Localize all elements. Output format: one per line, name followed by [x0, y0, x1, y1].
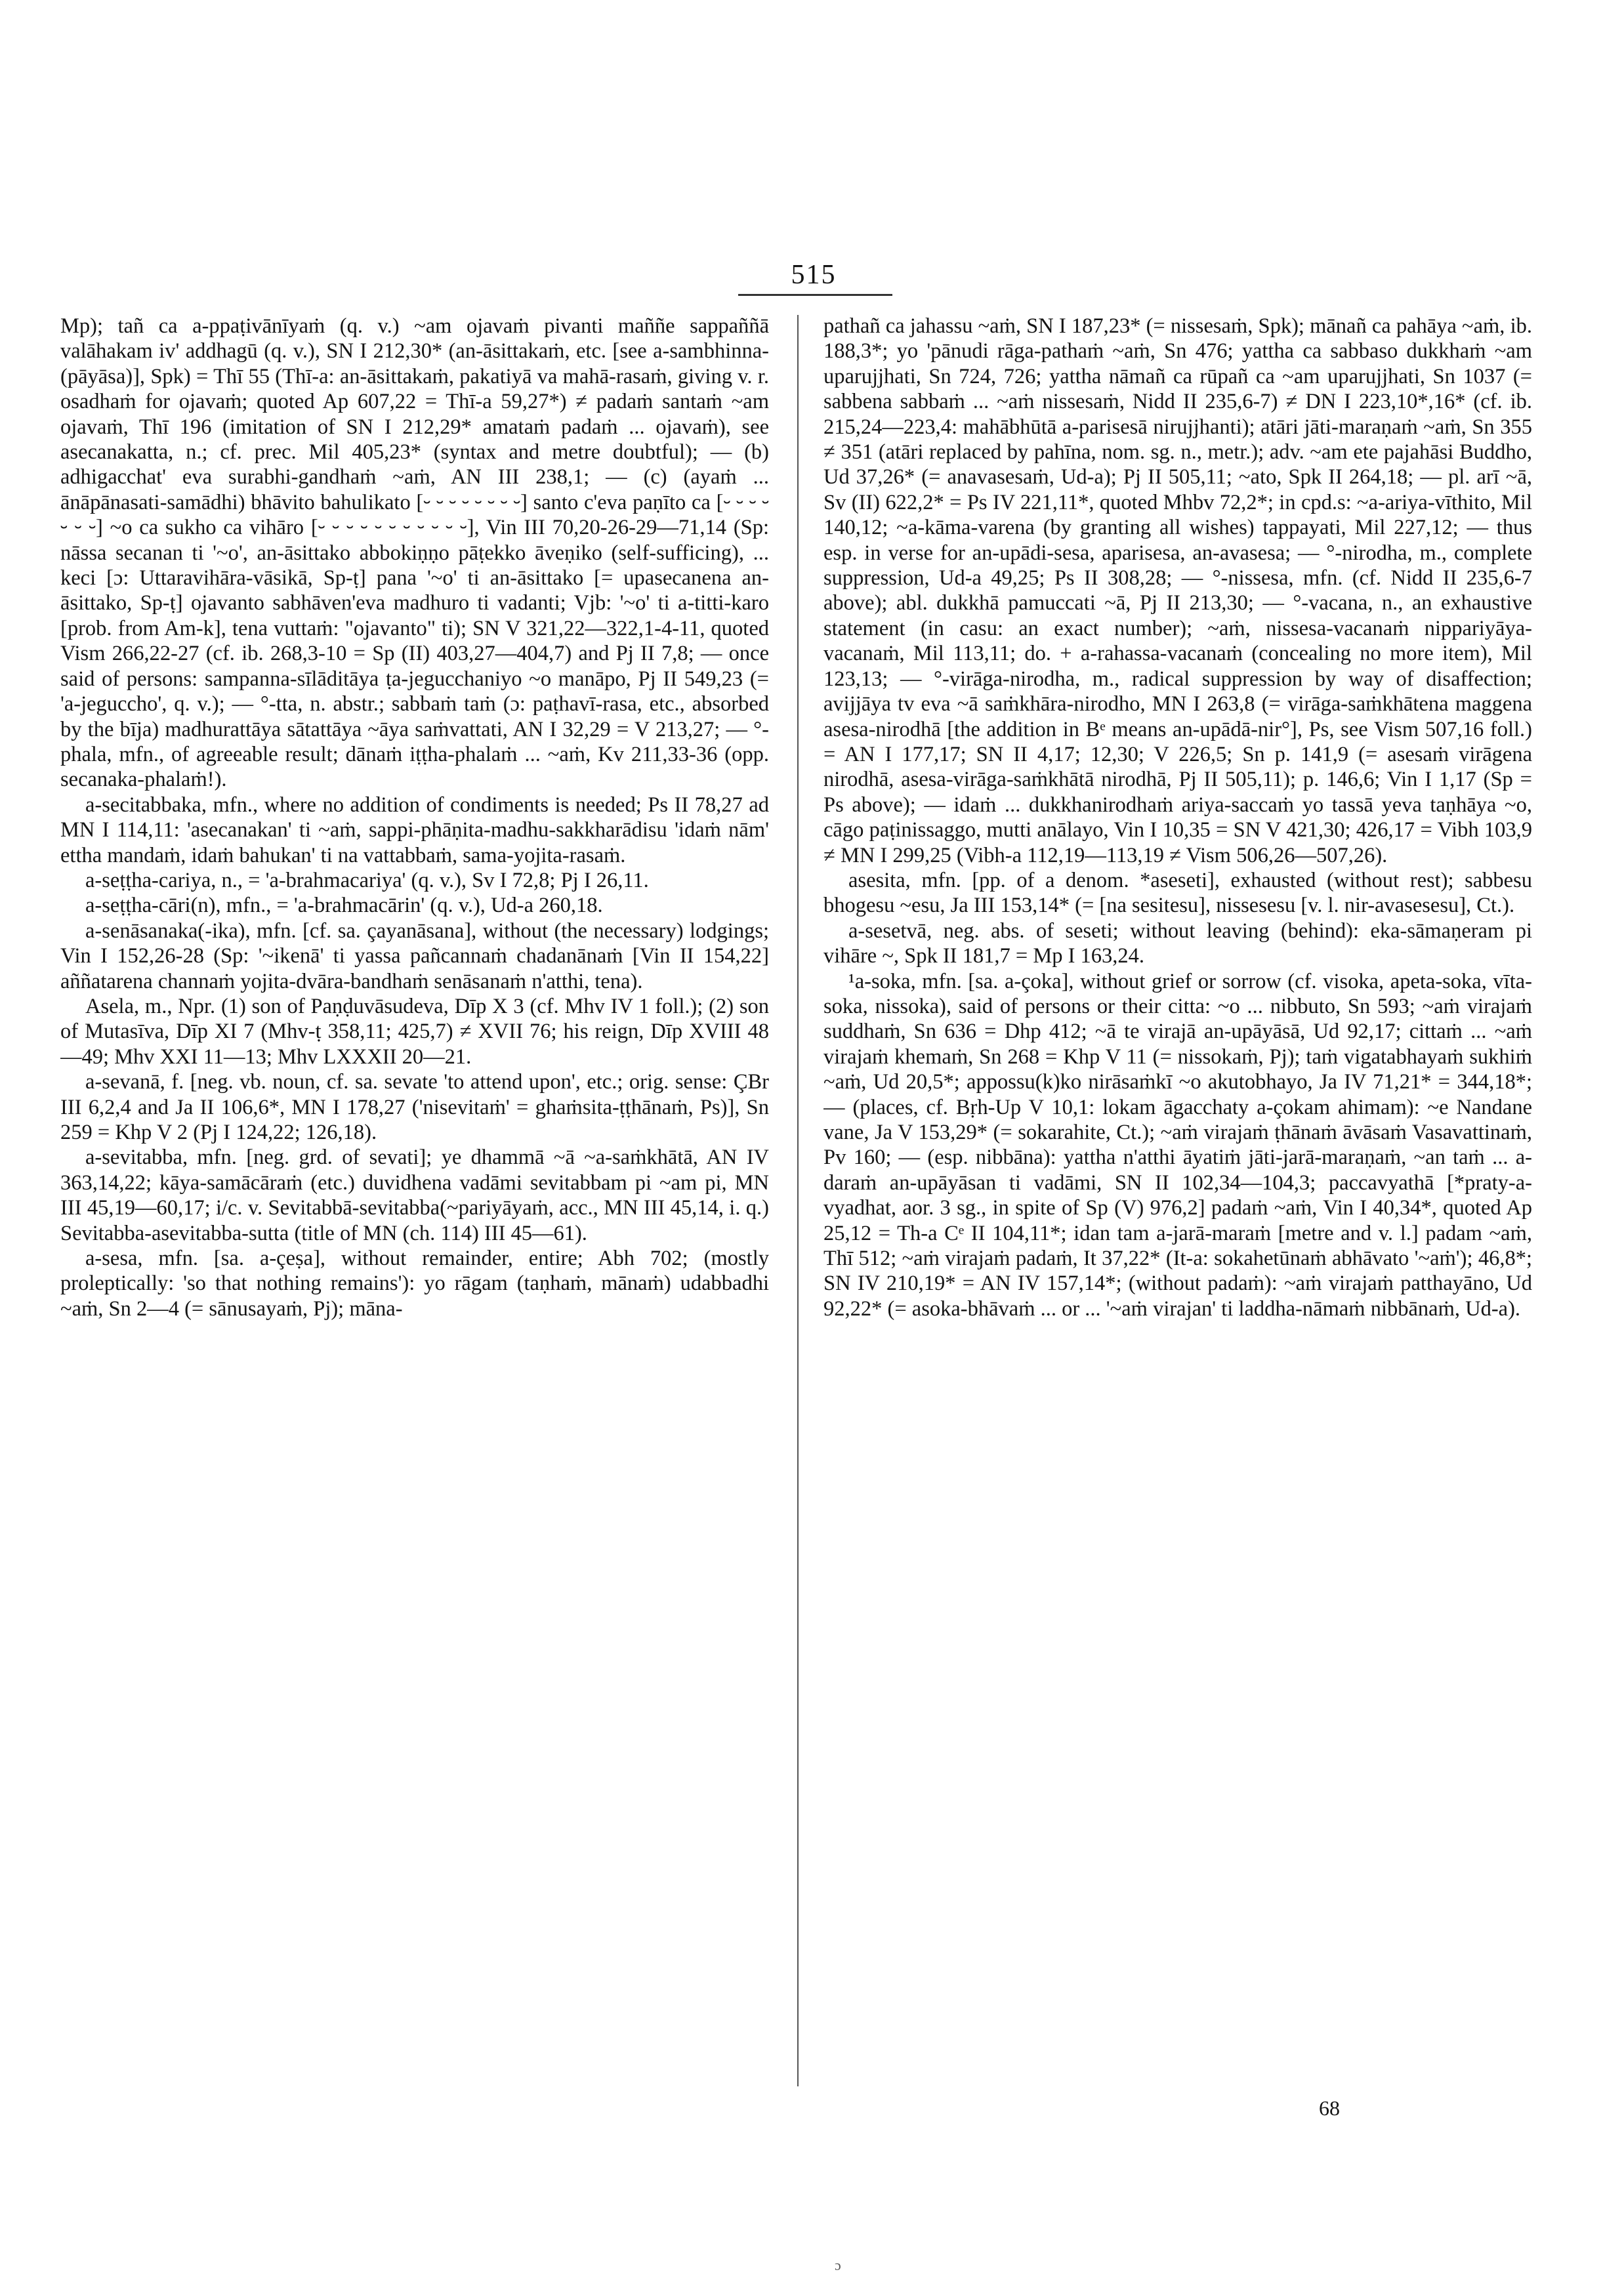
page-number: 515 [791, 260, 837, 290]
entry-a-settha-cariya: a-seṭṭha-cariya, n., = 'a-brahmacariya' (q. v.), Sv I 72,8; Pj I 26,11. [85, 868, 649, 892]
signature-mark: 68 [1319, 2096, 1340, 2120]
column-divider [797, 315, 799, 2086]
entry-a-sesa: a-sesa, mfn. [sa. a-çeṣa], without remainder, entire; Abh 702; (mostly proleptically: 'so that nothing remains'): yo rāgam (taṇhaṁ, mānaṁ) udabbadhi ~aṁ, Sn 2—4 (= sānusayaṁ, Pj); māna- [60, 1247, 769, 1321]
right-column [823, 314, 1532, 2111]
entry-a-sevana: a-sevanā, f. [neg. vb. noun, cf. sa. sevate 'to attend upon', etc.; orig. sense: ÇBr III 6,2,4 and Ja II 106,6*, MN I 178,27 ('nisevitaṁ' = ghaṁsita-ṭṭhānaṁ, Ps)], Sn 259 = Khp V 2 (Pj I 124,22; 126,18). [60, 1070, 769, 1144]
entry-a-sesetva: a-sesetvā, neg. abs. of seseti; without leaving (behind): eka-sāmaṇeram pi vihāre ~, Spk II 181,7 = Mp I 163,24. [823, 919, 1532, 968]
entry-asecanaka-continued: Mp); tañ ca a-ppaṭivānīyaṁ (q. v.) ~am ojavaṁ pivanti maññe sappaññā valāhakam iv' addhagū (q. v.), SN I 212,30* (an-āsittakaṁ, etc. [see a-sambhinna-(pāyāsa)], Spk) = Thī 55 (Thī-a: an-āsittakaṁ, pakatiyā va mahā-rasaṁ, giving v. r. osadhaṁ for ojavaṁ; quoted Ap 607,22 = Thī-a 59,27*) ≠ padaṁ santaṁ ~am ojavaṁ, Thī 196 (imitation of SN I 212,29* amataṁ padaṁ ... ojavaṁ), see asecanakatta, n.; cf. prec. Mil 405,23* (syntax and metre doubtful); — (b) adhigacchat' eva surabhi-gandhaṁ ~aṁ, AN III 238,1; — (c) (ayaṁ ... ānāpānasati-samādhi) bhāvito bahulikato [⏑ ⏑ ⏑ ⏑ ⏑ ⏑ ⏑ ⏑] santo c'eva paṇīto ca [⏑ ⏑ ⏑ ⏑ ⏑ ⏑ ⏑] ~o ca sukho ca vihāro [⏑ ⏑ ⏑ ⏑ ⏑ ⏑ ⏑ ⏑ ⏑ ⏑ ⏑], Vin III 70,20-26-29—71,14 (Sp: nāssa secanan ti '~o', an-āsittako abbokiṇṇo pāṭekko āveṇiko (self-sufficing), ... keci [ɔ: Uttaravihāra-vāsikā, Sp-ṭ] pana '~o' ti an-āsittako [= upasecanena an-āsittako, Sp-ṭ] ojavanto sabhāven'eva madhuro ti vadanti; Vjb: '~o' ti a-titti-karo [prob. from Am-k], tena vuttaṁ: "ojavanto" ti); SN V 321,22—322,1-4-11, quoted Vism 266,22-27 (cf. ib. 268,3-10 = Sp (II) 403,27—404,7) and Pj II 7,8; — once said of persons: sampanna-sīlāditāya ṭa-jegucchaniyo ~o manāpo, Pj II 549,23 (= 'a-jegucchо', q. v.); — °-tta, n. abstr.; sabbaṁ taṁ (ɔ: paṭhavī-rasa, etc., absorbed by the bīja) madhurattāya sātattāya ~āya saṁvattati, AN I 32,29 = V 213,27; — °-phala, mfn., of agreeable result; dānaṁ iṭṭha-phalaṁ ... ~aṁ, Kv 211,33-36 (opp. secanaka-phalaṁ!). [60, 314, 769, 792]
entry-a-secitabbaka: a-secitabbaka, mfn., where no addition of condiments is needed; Ps II 78,27 ad MN I 114,11: 'asecanakan' ti ~aṁ, sappi-phāṇita-madhu-sakkharādisu 'idaṁ nām' ettha mandaṁ, idaṁ bahukan' ti na vattabbaṁ, sama-yojita-rasaṁ. [60, 793, 769, 867]
entry-a-soka: ¹a-soka, mfn. [sa. a-çoka], without grief or sorrow (cf. visoka, apeta-soka, vīta-soka, nissoka), said of persons or their citta: ~o ... nibbuto, Sn 593; ~aṁ virajaṁ suddhaṁ, Sn 636 = Dhp 412; ~ā te virajā an-upāyāsā, Ud 92,17; cittaṁ ... ~aṁ virajaṁ khemaṁ, Sn 268 = Khp V 11 (= nissokaṁ, Pj); taṁ vigatabhayaṁ sukhiṁ ~aṁ, Ud 20,5*; appossu(k)ko nirāsaṁkī ~o akutobhayo, Ja IV 71,21* = 344,18*; — (places, cf. Bṛh-Up V 10,1: lokam āgacchaty a-çokam ahimam): ~e Nandane vane, Ja V 153,29* (= sokarahite, Ct.); ~aṁ virajaṁ ṭhānaṁ āvāsaṁ Vasavattinaṁ, Pv 160; — (esp. nibbāna): yattha n'atthi āyatiṁ jāti-jarā-maraṇaṁ, ~an taṁ ... a-daraṁ an-upāyāsan ti vadāmi, SN II 102,34—104,3; paccavyathā [*praty-a-vyadhat, aor. 3 sg., in spite of Sp (V) 976,2] padaṁ ~aṁ, Vin I 40,34*, quoted Ap 25,12 = Th-a Cᵉ II 104,11*; idan tam a-jarā-maraṁ [metre and v. l.] padam ~aṁ, Thī 512; ~aṁ virajaṁ padaṁ, It 37,22* (It-a: sokahetūnaṁ abhāvato '~aṁ'); 46,8*; SN IV 210,19* = AN IV 157,14*; (without padaṁ): ~aṁ virajaṁ patthayāno, Ud 92,22* (= asoka-bhāvaṁ ... or ... '~aṁ virajan' ti laddha-nāmaṁ nibbānaṁ, Ud-a). [823, 969, 1532, 1321]
footer-mark: ɔ [835, 2257, 841, 2273]
left-column [60, 314, 769, 2111]
page-number-rule [738, 294, 892, 296]
entry-a-senasanaka: a-senāsanaka(-ika), mfn. [cf. sa. çayanāsana], without (the necessary) lodgings; Vin I 152,26-28 (Sp: '~ikenā' ti yassa pañcannaṁ chadanānaṁ [Vin II 154,22] aññatarena channaṁ yojita-dvāra-bandhaṁ senāsanaṁ n'atthi, tena). [60, 919, 769, 993]
entry-asesita: asesita, mfn. [pp. of a denom. *aseseti], exhausted (without rest); sabbesu bhogesu ~esu, Ja III 153,14* (= [na sesitesu], nissesesu [v. l. nir-avasesesu], Ct.). [823, 868, 1532, 918]
entry-asela: Asela, m., Npr. (1) son of Paṇḍuvāsudeva, Dīp X 3 (cf. Mhv IV 1 foll.); (2) son of Mutasīva, Dīp XI 7 (Mhv-ṭ 358,11; 425,7) ≠ XVII 76; his reign, Dīp XVIII 48—49; Mhv XXI 11—13; Mhv LXXXII 20—21. [60, 994, 769, 1069]
entry-a-sesa-continued: pathañ ca jahassu ~aṁ, SN I 187,23* (= nissesaṁ, Spk); mānañ ca pahāya ~aṁ, ib. 188,3*; yo 'pānudi rāga-pathaṁ ~aṁ, Sn 476; yattha ca sabbaso dukkhaṁ ~am uparujjhati, Sn 724, 726; yattha nāmañ ca rūpañ ca ~am uparujjhati, Sn 1037 (= sabbena sabbaṁ ... ~aṁ nissesaṁ, Nidd II 235,6-7) ≠ DN I 223,10*,16* (cf. ib. 215,24—223,4: mahābhūtā a-parisesā nirujjhanti); atāri jāti-maraṇaṁ ~aṁ, Sn 355 ≠ 351 (atāri replaced by pahīna, nom. sg. n., metr.); adv. ~am ete pajahāsi Buddho, Ud 37,26* (= anavasesaṁ, Ud-a); Pj II 505,11; ~ato, Spk II 264,18; — pl. arī ~ā, Sv (II) 622,2* = Ps IV 221,11*, quoted Mhbv 72,2*; in cpd.s: ~a-ariya-vīthito, Mil 140,12; ~a-kāma-varena (by granting all wishes) tappayati, Mil 227,12; — thus esp. in verse for an-upādi-sesa, aparisesa, an-avasesa; — °-nirodha, m., complete suppression, Ud-a 49,25; Ps II 308,28; — °-nissesa, mfn. (cf. Nidd II 235,6-7 above); abl. dukkhā pamuccati ~ā, Pj II 213,30; — °-vacana, n., an exhaustive statement (in casu: an exact number); ~aṁ, nissesa-vacanaṁ nippariyāya-vacanaṁ, Mil 113,11; do. + a-rahassa-vacanaṁ (concealing no more item), Mil 123,13; — °-virāga-nirodha, m., radical suppression by way of disaffection; avijjāya tv eva ~ā saṁkhāra-nirodho, MN I 263,8 (= virāga-saṁkhātena maggena asesa-nirodhā [the addition in Bᵉ means an-upādā-nir°], Ps, see Vism 507,16 foll.) = AN I 177,17; SN II 4,17; 12,30; V 226,5; Sn p. 141,9 (= asesaṁ virāgena nirodhā, asesa-virāga-saṁkhātā nirodhā, Pj II 505,11); p. 146,6; Vin I 1,17 (Sp = Ps above); — idaṁ ... dukkhanirodhaṁ ariya-saccaṁ yo tassā yeva taṇhāya ~o, cāgo paṭinissaggo, mutti anālayo, Vin I 10,35 = SN V 421,30; 426,17 = Vibh 103,9 ≠ MN I 299,25 (Vibh-a 112,19—113,19 ≠ Vism 506,26—507,26). [823, 314, 1532, 867]
entry-a-sevitabba: a-sevitabba, mfn. [neg. grd. of sevati]; ye dhammā ~ā ~a-saṁkhātā, AN IV 363,14,22; kāya-samācāraṁ (etc.) duvidhena vadāmi sevitabbam pi ~am pi, MN III 45,19—60,17; i/c. v. Sevitabbā-sevitabba(~pariyāyaṁ, acc., MN III 45,14, i. q.) Sevitabba-asevitabba-sutta (title of MN (ch. 114) III 45—61). [60, 1146, 769, 1245]
entry-a-settha-cari: a-seṭṭha-cāri(n), mfn., = 'a-brahmacārin' (q. v.), Ud-a 260,18. [85, 894, 603, 918]
